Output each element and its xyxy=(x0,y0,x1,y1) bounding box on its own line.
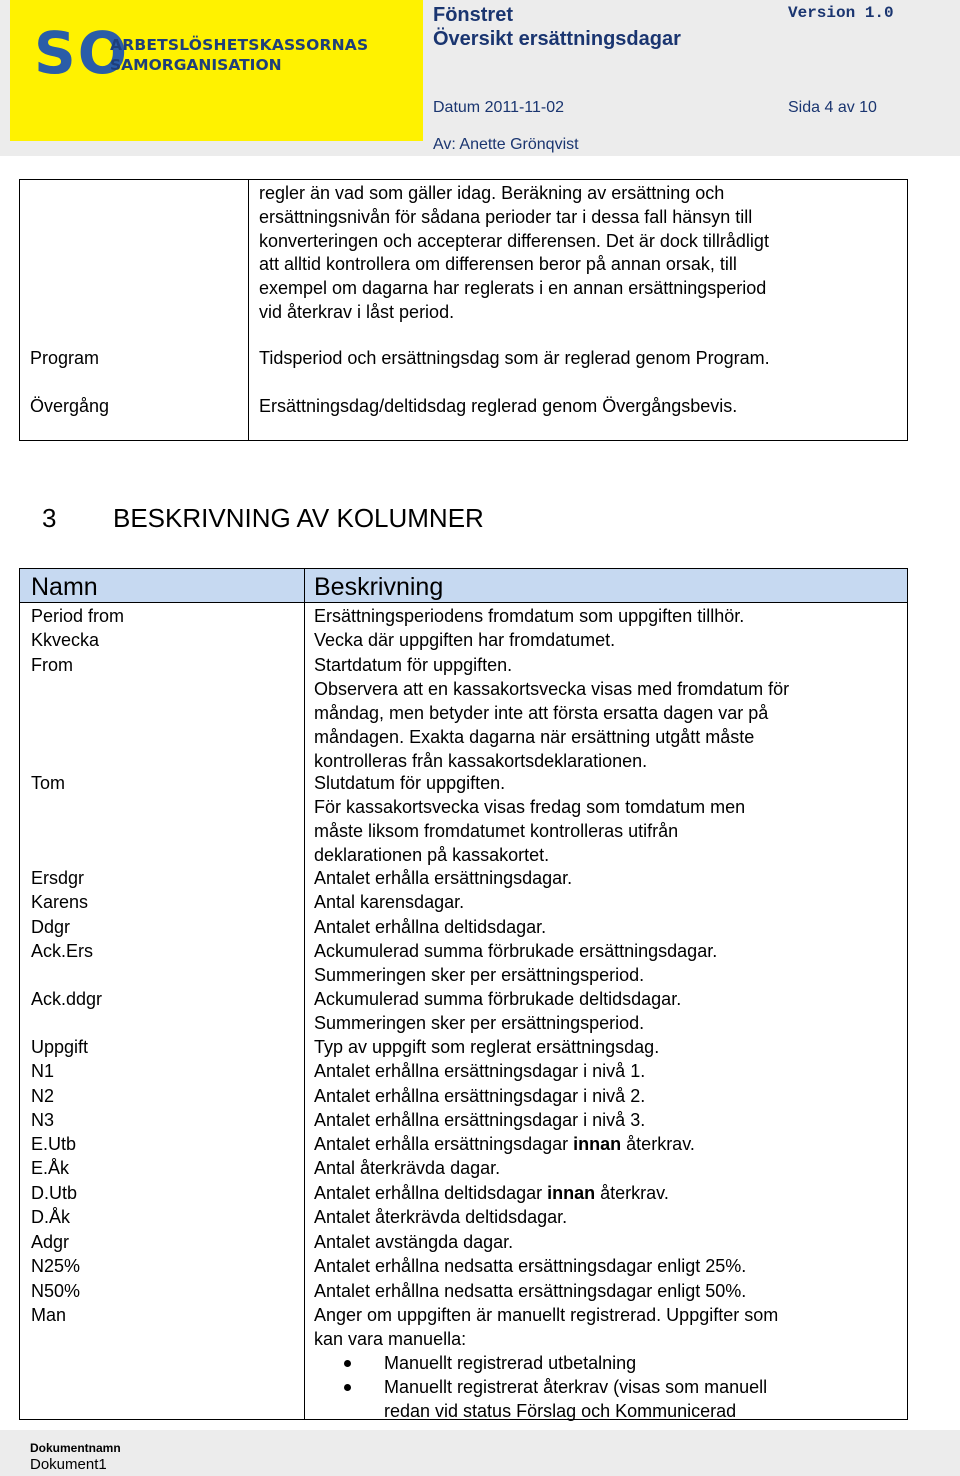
row-description: Slutdatum för uppgiften. För kassakortsvecka visas fredag som tomdatum men måste liksom fromdatumet kontrolleras utifrån deklarationen på kassakortet. xyxy=(314,773,746,865)
definition-table xyxy=(19,179,908,441)
bullet-icon xyxy=(344,1360,351,1367)
intro-line: vid återkrav i låst period. xyxy=(259,301,455,322)
date-label: Datum 2011-11-02 xyxy=(433,99,565,116)
row-name: Ersdgr xyxy=(31,868,85,888)
row-name: N1 xyxy=(31,1061,55,1081)
section-heading xyxy=(42,503,484,534)
row-description: Ersättningsperiodens fromdatum som uppgiften tillhör. xyxy=(314,606,745,626)
intro-paragraph xyxy=(259,182,769,325)
row-description: Antalet avstängda dagar. xyxy=(314,1232,514,1252)
row-description: Vecka där uppgiften har fromdatumet. xyxy=(314,630,616,650)
page-number: Sida 4 av 10 xyxy=(788,99,877,116)
bullet-icon xyxy=(344,1384,351,1391)
intro-line: konverteringen och accepterar differensen. Det är dock tillrådligt xyxy=(259,230,769,251)
organization-logo xyxy=(10,0,423,141)
row-name-program: Program xyxy=(30,348,100,368)
section-number: 3 xyxy=(42,503,57,533)
row-name: N25% xyxy=(31,1256,81,1276)
window-title: Fönstret xyxy=(433,4,513,26)
author-label: Av: Anette Grönqvist xyxy=(433,136,579,153)
intro-line: ersättningsnivån för sådana perioder tar i dessa fall hänsyn till xyxy=(259,206,753,227)
row-name: E.Utb xyxy=(31,1134,77,1154)
row-description: Antalet erhållna nedsatta ersättningsdagar enligt 50%. xyxy=(314,1281,747,1301)
row-description: Antalet erhållna deltidsdagar innan återkrav. xyxy=(314,1183,669,1203)
row-name: Period from xyxy=(31,606,125,626)
table-divider xyxy=(248,180,249,440)
row-name: N50% xyxy=(31,1281,81,1301)
row-description: Antalet erhållna ersättningsdagar i nivå 1. xyxy=(314,1061,646,1081)
row-description: Typ av uppgift som reglerat ersättningsdag. xyxy=(314,1037,660,1057)
intro-line: att alltid kontrollera om differensen beror på annan orsak, till xyxy=(259,254,737,275)
row-description: Antal återkrävda dagar. xyxy=(314,1158,501,1178)
row-name: D.Åk xyxy=(31,1207,71,1227)
row-name: Ddgr xyxy=(31,917,71,937)
row-name-overgang: Övergång xyxy=(30,396,110,416)
intro-line: exempel om dagarna har reglerats i en annan ersättningsperiod xyxy=(259,278,767,299)
row-description: Anger om uppgiften är manuellt registrerad. Uppgifter som kan vara manuella: xyxy=(314,1305,779,1349)
logo-line1: ARBETSLÖSHETSKASSORNAS xyxy=(110,36,369,54)
version-label: Version 1.0 xyxy=(788,4,894,22)
row-name: From xyxy=(31,655,73,675)
row-description: Antalet erhållna ersättningsdagar i nivå 2. xyxy=(314,1086,646,1106)
footer-document-name: Dokument1 xyxy=(30,1456,107,1473)
page-footer xyxy=(0,1430,960,1476)
column-header-name: Namn xyxy=(31,573,98,601)
row-description: Ackumulerad summa förbrukade deltidsdagar. Summeringen sker per ersättningsperiod. xyxy=(314,989,682,1033)
column-divider xyxy=(304,569,305,1419)
logo-line2: SAMORGANISATION xyxy=(110,56,282,74)
row-name: D.Utb xyxy=(31,1183,78,1203)
row-desc-program: Tidsperiod och ersättningsdag som är reglerad genom Program. xyxy=(259,348,770,368)
row-description: Antalet erhållna ersättningsdagar i nivå 3. xyxy=(314,1110,646,1130)
bullet-list xyxy=(314,1351,767,1423)
row-name: Karens xyxy=(31,892,89,912)
logo-mark: SO xyxy=(34,19,130,87)
row-name: Adgr xyxy=(31,1232,70,1252)
section-title: BESKRIVNING AV KOLUMNER xyxy=(113,503,484,533)
list-item: Manuellt registrerad utbetalning xyxy=(314,1351,767,1375)
row-name: Uppgift xyxy=(31,1037,89,1057)
table-header-row xyxy=(20,569,907,603)
row-description: Startdatum för uppgiften. Observera att en kassakortsvecka visas med fromdatum för måndag, men betyder inte att första ersatta dagen var på måndagen. Exakta dagarna när ersättning utgått måste kontrolleras från kassakortsdeklarationen. xyxy=(314,655,790,771)
row-name: Ack.ddgr xyxy=(31,989,103,1009)
row-description: Antalet erhållna nedsatta ersättningsdagar enligt 25%. xyxy=(314,1256,747,1276)
row-description: Ackumulerad summa förbrukade ersättningsdagar. Summeringen sker per ersättningsperiod. xyxy=(314,941,718,985)
row-name: Tom xyxy=(31,773,66,793)
footer-label: Dokumentnamn xyxy=(30,1441,121,1455)
document-title: Översikt ersättningsdagar xyxy=(433,28,681,50)
row-name: N2 xyxy=(31,1086,55,1106)
column-header-description: Beskrivning xyxy=(314,573,444,601)
row-description: Antalet erhålla ersättningsdagar. xyxy=(314,868,573,888)
row-description: Antalet erhållna deltidsdagar. xyxy=(314,917,547,937)
row-description: Antalet återkrävda deltidsdagar. xyxy=(314,1207,568,1227)
row-name: Kkvecka xyxy=(31,630,100,650)
row-description: Antal karensdagar. xyxy=(314,892,465,912)
intro-line: regler än vad som gäller idag. Beräkning av ersättning och xyxy=(259,183,725,203)
row-desc-overgang: Ersättningsdag/deltidsdag reglerad genom Övergångsbevis. xyxy=(259,396,738,416)
row-name: Ack.Ers xyxy=(31,941,94,961)
row-name: E.Åk xyxy=(31,1158,70,1178)
list-item: Manuellt registrerat återkrav (visas som manuell redan vid status Förslag och Kommunicerad xyxy=(314,1375,767,1423)
row-name: N3 xyxy=(31,1110,55,1130)
column-table xyxy=(19,568,908,1420)
row-name: Man xyxy=(31,1305,67,1325)
row-description: Antalet erhålla ersättningsdagar innan återkrav. xyxy=(314,1134,695,1154)
